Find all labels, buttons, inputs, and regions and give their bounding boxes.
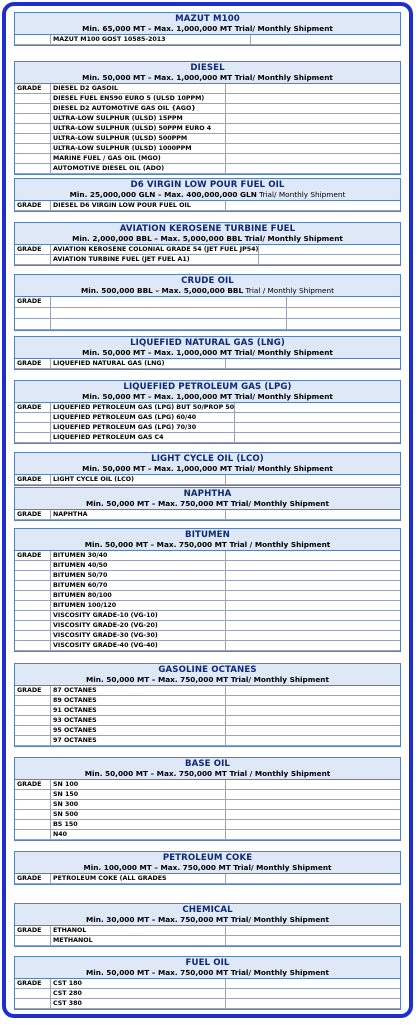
- grade-name-cell: SN 150: [51, 790, 226, 800]
- section-header: [15, 529, 400, 551]
- grade-name-cell: BITUMEN 100/120: [51, 601, 226, 611]
- section-title: NAPHTHA: [183, 489, 232, 499]
- grade-name-cell: DIESEL D6 VIRGIN LOW POUR FUEL OIL: [51, 201, 226, 211]
- grade-table: [15, 35, 400, 45]
- grade-label-cell: GRADE: [15, 359, 51, 369]
- section-title: LIGHT CYCLE OIL (LCO): [151, 454, 264, 464]
- empty-cell: [226, 999, 401, 1009]
- grade-label-cell: [15, 641, 51, 651]
- section-header: [15, 664, 400, 686]
- section-title: AVIATION KEROSENE TURBINE FUEL: [119, 224, 296, 234]
- grade-label-cell: [15, 433, 51, 443]
- empty-cell: [226, 591, 401, 601]
- grade-table: [15, 245, 400, 265]
- grade-label-cell: GRADE: [15, 84, 51, 94]
- empty-cell: [259, 245, 400, 255]
- empty-cell: [226, 124, 401, 134]
- empty-cell: [226, 154, 401, 164]
- grade-label-cell: [15, 144, 51, 154]
- grade-label-cell: [15, 936, 51, 946]
- section-spec: [15, 73, 400, 83]
- grade-label-cell: [15, 800, 51, 810]
- empty-cell: [287, 297, 400, 308]
- section-spec: [15, 769, 400, 779]
- spec-quantity: Min. 50,000 MT – Max. 750,000 MT Trial/ Monthly Shipment: [86, 968, 329, 977]
- empty-cell: [226, 726, 401, 736]
- grade-name-cell: 89 OCTANES: [51, 696, 226, 706]
- product-section: [14, 178, 401, 212]
- empty-cell: [235, 403, 400, 413]
- grade-name-cell: NAPHTHA: [51, 510, 226, 520]
- grade-label-cell: [15, 820, 51, 830]
- spec-quantity: Min. 50,000 MT – Max. 1,000,000 MT Trial/ Monthly Shipment: [82, 392, 333, 401]
- grade-label-cell: [15, 154, 51, 164]
- spec-quantity: Min. 65,000 MT – Max. 1,000,000 MT Trial/ Monthly Shipment: [82, 24, 333, 33]
- product-sheet: [6, 6, 409, 1014]
- grade-label-cell: GRADE: [15, 201, 51, 211]
- grade-name-cell: LIQUEFIED PETROLEUM GAS (LPG) 60/40: [51, 413, 235, 423]
- grade-table: [15, 780, 400, 840]
- grade-name-cell: DIESEL D2 AUTOMOTIVE GAS OIL {AGO}: [51, 104, 226, 114]
- grade-label-cell: GRADE: [15, 510, 51, 520]
- product-section: [14, 757, 401, 841]
- grade-name-cell: BITUMEN 60/70: [51, 581, 226, 591]
- grade-label-cell: GRADE: [15, 926, 51, 936]
- grade-label-cell: [15, 255, 51, 265]
- empty-cell: [226, 800, 401, 810]
- grade-name-cell: VISCOSITY GRADE-20 (VG-20): [51, 621, 226, 631]
- section-title: D6 VIRGIN LOW POUR FUEL OIL: [130, 180, 285, 190]
- grade-table: [15, 686, 400, 746]
- grade-label-cell: [15, 999, 51, 1009]
- grade-label-cell: [15, 308, 51, 319]
- product-section: [14, 452, 401, 486]
- grade-label-cell: [15, 423, 51, 433]
- grade-name-cell: ULTRA-LOW SULPHUR (ULSD) 15PPM: [51, 114, 226, 124]
- grade-label-cell: [15, 114, 51, 124]
- empty-cell: [226, 104, 401, 114]
- section-title: FUEL OIL: [185, 958, 230, 968]
- empty-cell: [226, 551, 401, 561]
- spec-quantity: Min. 25,000,000 GLN – Max. 400,000,000 GLN: [69, 190, 257, 199]
- grade-name-cell: LIQUEFIED NATURAL GAS (LNG): [51, 359, 226, 369]
- grade-table: [15, 84, 400, 174]
- grade-name-cell: LIGHT CYCLE OIL (LCO): [51, 475, 226, 485]
- grade-table: [15, 926, 400, 946]
- grade-name-cell: METHANOL: [51, 936, 226, 946]
- section-header: [15, 223, 400, 245]
- grade-label-cell: [15, 35, 51, 45]
- section-spec: [15, 915, 400, 925]
- empty-cell: [226, 201, 401, 211]
- product-section: [14, 487, 401, 521]
- empty-cell: [226, 621, 401, 631]
- grade-table: [15, 359, 400, 369]
- grade-label-cell: GRADE: [15, 403, 51, 413]
- grade-label-cell: [15, 94, 51, 104]
- empty-cell: [226, 989, 401, 999]
- section-spec: [15, 675, 400, 685]
- grade-label-cell: [15, 581, 51, 591]
- grade-name-cell: VISCOSITY GRADE-30 (VG-30): [51, 631, 226, 641]
- section-spec: [15, 24, 400, 34]
- section-spec: [15, 286, 400, 296]
- empty-cell: [226, 696, 401, 706]
- empty-cell: [226, 611, 401, 621]
- section-spec: [15, 499, 400, 509]
- grade-name-cell: 97 OCTANES: [51, 736, 226, 746]
- grade-label-cell: GRADE: [15, 245, 51, 255]
- spec-quantity: Min. 50,000 MT – Max. 1,000,000 MT Trial/ Monthly Shipment: [82, 73, 333, 82]
- grade-name-cell: ETHANOL: [51, 926, 226, 936]
- grade-name-cell: SN 100: [51, 780, 226, 790]
- empty-cell: [226, 686, 401, 696]
- empty-cell: [235, 423, 400, 433]
- section-title: MAZUT M100: [175, 14, 240, 24]
- grade-label-cell: GRADE: [15, 874, 51, 884]
- empty-cell: [226, 164, 401, 174]
- product-section: [14, 663, 401, 747]
- spec-quantity: Min. 100,000 MT – Max. 750,000 MT Trial/ Monthly Shipment: [83, 863, 332, 872]
- section-header: [15, 488, 400, 510]
- grade-label-cell: [15, 591, 51, 601]
- section-header: [15, 957, 400, 979]
- grade-name-cell: ULTRA-LOW SULPHUR (ULSD) 50PPM EURO 4: [51, 124, 226, 134]
- section-title: DIESEL: [190, 63, 225, 73]
- section-title: GASOLINE OCTANES: [158, 665, 257, 675]
- grade-name-cell: 95 OCTANES: [51, 726, 226, 736]
- grade-table: [15, 475, 400, 485]
- grade-label-cell: [15, 696, 51, 706]
- empty-cell: [226, 114, 401, 124]
- grade-name-cell: 91 OCTANES: [51, 706, 226, 716]
- section-spec: [15, 968, 400, 978]
- grade-label-cell: [15, 631, 51, 641]
- grade-label-cell: GRADE: [15, 475, 51, 485]
- section-header: [15, 62, 400, 84]
- empty-cell: [226, 820, 401, 830]
- grade-name-cell: SN 500: [51, 810, 226, 820]
- section-title: PETROLEUM COKE: [162, 853, 253, 863]
- spec-quantity: Min. 50,000 MT – Max. 750,000 MT Trial/ Monthly Shipment: [86, 675, 329, 684]
- spec-quantity: Min. 50,000 MT – Max. 1,000,000 MT Trial/ Monthly Shipment: [82, 348, 333, 357]
- empty-cell: [226, 631, 401, 641]
- empty-cell: [235, 433, 400, 443]
- grade-name-cell: ULTRA-LOW SULPHUR (ULSD) 1000PPM: [51, 144, 226, 154]
- grade-label-cell: [15, 726, 51, 736]
- grade-name-cell: AVIATION KEROSENE COLONIAL GRADE 54 (JET FUEL JP54): [53, 246, 259, 253]
- empty-cell: [226, 736, 401, 746]
- grade-name-cell: DIESEL FUEL EN590 EURO 5 (ULSD 10PPM): [51, 94, 226, 104]
- grade-name-cell: PETROLEUM COKE (ALL GRADES: [51, 874, 226, 884]
- grade-name-cell: BITUMEN 50/70: [51, 571, 226, 581]
- empty-cell: [287, 319, 400, 330]
- empty-cell: [226, 561, 401, 571]
- grade-name-cell: N40: [51, 830, 226, 840]
- product-section: [14, 956, 401, 1010]
- grade-name-cell: CST 380: [51, 999, 226, 1009]
- empty-cell: [226, 641, 401, 651]
- grade-name-cell: MARINE FUEL / GAS OIL (MGO): [51, 154, 226, 164]
- grade-label-cell: [15, 164, 51, 174]
- spec-quantity: Min. 50,000 MT – Max. 750,000 MT Trial / Monthly Shipment: [84, 769, 331, 778]
- grade-name-cell: 87 OCTANES: [51, 686, 226, 696]
- grade-label-cell: [15, 319, 51, 330]
- section-spec: [15, 234, 400, 244]
- empty-cell: [226, 571, 401, 581]
- grade-table: [15, 201, 400, 211]
- grade-label-cell: GRADE: [15, 979, 51, 989]
- section-title: LIQUEFIED NATURAL GAS (LNG): [130, 338, 285, 348]
- section-spec: [15, 540, 400, 550]
- page-border: [2, 2, 413, 1018]
- grade-label-cell: [15, 104, 51, 114]
- grade-name-cell: BS 150: [51, 820, 226, 830]
- grade-name-cell: DIESEL D2 GASOIL: [51, 84, 226, 94]
- grade-table: [15, 874, 400, 884]
- section-spec: [15, 348, 400, 358]
- grade-label-cell: [15, 736, 51, 746]
- section-title: CHEMICAL: [182, 905, 233, 915]
- product-section: [14, 12, 401, 46]
- empty-cell: [226, 936, 401, 946]
- spec-quantity: Min. 50,000 MT – Max. 1,000,000 MT Trial/ Monthly Shipment: [82, 464, 333, 473]
- section-title: BITUMEN: [185, 530, 230, 540]
- grade-label-cell: GRADE: [15, 297, 51, 308]
- spec-shipment-note: Trial/ Monthly Shipment: [256, 190, 346, 199]
- grade-table: [15, 979, 400, 1009]
- grade-label-cell: [15, 810, 51, 820]
- section-header: [15, 13, 400, 35]
- empty-cell: [226, 706, 401, 716]
- grade-label-cell: [15, 571, 51, 581]
- product-section: [14, 61, 401, 175]
- section-title: BASE OIL: [184, 759, 231, 769]
- empty-cell: [226, 790, 401, 800]
- grade-name-cell: MAZUT M100 GOST 10585-2013: [51, 35, 251, 45]
- spec-quantity: Min. 50,000 MT – Max. 750,000 MT Trial / Monthly Shipment: [84, 540, 331, 549]
- empty-cell: [226, 874, 401, 884]
- spec-quantity: Min. 500,000 BBL – Max. 5,000,000 BBL: [80, 286, 244, 295]
- grade-name-cell: VISCOSITY GRADE-10 (VG-10): [51, 611, 226, 621]
- empty-cell: [226, 601, 401, 611]
- empty-cell: [226, 359, 401, 369]
- grade-name-cell: LIQUEFIED PETROLEUM GAS C4: [51, 433, 235, 443]
- section-title: CRUDE OIL: [181, 276, 234, 286]
- empty-cell: [226, 94, 401, 104]
- empty-cell: [287, 308, 400, 319]
- section-header: [15, 381, 400, 403]
- empty-cell: [226, 144, 401, 154]
- grade-name-cell: BITUMEN 80/100: [51, 591, 226, 601]
- section-header: [15, 904, 400, 926]
- product-section: [14, 528, 401, 652]
- grade-name-cell: [51, 319, 287, 330]
- empty-cell: [226, 810, 401, 820]
- grade-table: [15, 297, 400, 330]
- section-header: [15, 275, 400, 297]
- grade-name-cell: AVIATION TURBINE FUEL (JET FUEL A1): [51, 255, 259, 265]
- grade-label-cell: [15, 989, 51, 999]
- grade-name-cell: BITUMEN 30/40: [51, 551, 226, 561]
- grade-label-cell: [15, 716, 51, 726]
- empty-cell: [226, 510, 401, 520]
- section-spec: [15, 392, 400, 402]
- empty-cell: [235, 413, 400, 423]
- grade-label-cell: [15, 611, 51, 621]
- section-title: LIQUEFIED PETROLEUM GAS (LPG): [123, 382, 292, 392]
- empty-cell: [226, 134, 401, 144]
- grade-table: [15, 403, 400, 443]
- grade-name-cell: LIQUEFIED PETROLEUM GAS (LPG) 70/30: [51, 423, 235, 433]
- grade-name-cell: CST 180: [51, 979, 226, 989]
- empty-cell: [226, 84, 401, 94]
- empty-cell: [226, 581, 401, 591]
- empty-cell: [226, 780, 401, 790]
- product-section: [14, 222, 401, 266]
- product-section: [14, 336, 401, 370]
- grade-name-cell: AUTOMOTIVE DIESEL OIL (ADO): [51, 164, 226, 174]
- section-spec: [15, 464, 400, 474]
- grade-name-cell: 93 OCTANES: [51, 716, 226, 726]
- product-section: [14, 903, 401, 947]
- empty-cell: [226, 830, 401, 840]
- grade-label-cell: [15, 124, 51, 134]
- grade-label-cell: [15, 601, 51, 611]
- grade-name-cell: [51, 297, 287, 308]
- section-spec: [15, 863, 400, 873]
- empty-cell: [226, 926, 401, 936]
- grade-label-cell: [15, 561, 51, 571]
- grade-name-cell: ULTRA-LOW SULPHUR (ULSD) 500PPM: [51, 134, 226, 144]
- section-header: [15, 758, 400, 780]
- grade-label-cell: [15, 830, 51, 840]
- section-header: [15, 453, 400, 475]
- grade-table: [15, 510, 400, 520]
- grade-label-cell: [15, 790, 51, 800]
- grade-label-cell: [15, 413, 51, 423]
- section-header: [15, 179, 400, 201]
- product-section: [14, 380, 401, 444]
- product-section: [14, 274, 401, 331]
- spec-quantity: Min. 30,000 MT – Max. 750,000 MT Trial/ Monthly Shipment: [86, 915, 329, 924]
- grade-name-cell: SN 300: [51, 800, 226, 810]
- empty-cell: [226, 716, 401, 726]
- grade-name-cell: [51, 308, 287, 319]
- spec-shipment-note: Trial / Monthly Shipment: [243, 286, 335, 295]
- spec-quantity: Min. 50,000 MT – Max. 750,000 MT Trial/ Monthly Shipment: [86, 499, 329, 508]
- section-spec: [15, 190, 400, 200]
- grade-label-cell: GRADE: [15, 780, 51, 790]
- grade-label-cell: [15, 621, 51, 631]
- grade-name-cell: VISCOSITY GRADE-40 (VG-40): [51, 641, 226, 651]
- grade-label-cell: [15, 134, 51, 144]
- empty-cell: [226, 475, 401, 485]
- empty-cell: [226, 979, 401, 989]
- grade-label-cell: GRADE: [15, 686, 51, 696]
- section-header: [15, 852, 400, 874]
- grade-table: [15, 551, 400, 651]
- grade-label-cell: [15, 706, 51, 716]
- grade-name-cell: CST 280: [51, 989, 226, 999]
- grade-name-cell: BITUMEN 40/50: [51, 561, 226, 571]
- spec-quantity: Min. 2,000,000 BBL – Max. 5,000,000 BBL Trial/ Monthly Shipment: [72, 234, 343, 243]
- empty-cell: [259, 255, 400, 265]
- product-section: [14, 851, 401, 885]
- section-header: [15, 337, 400, 359]
- grade-name-cell: LIQUEFIED PETROLEUM GAS (LPG) BUT 50/PROP 50: [53, 404, 235, 411]
- empty-cell: [251, 35, 400, 45]
- grade-label-cell: GRADE: [15, 551, 51, 561]
